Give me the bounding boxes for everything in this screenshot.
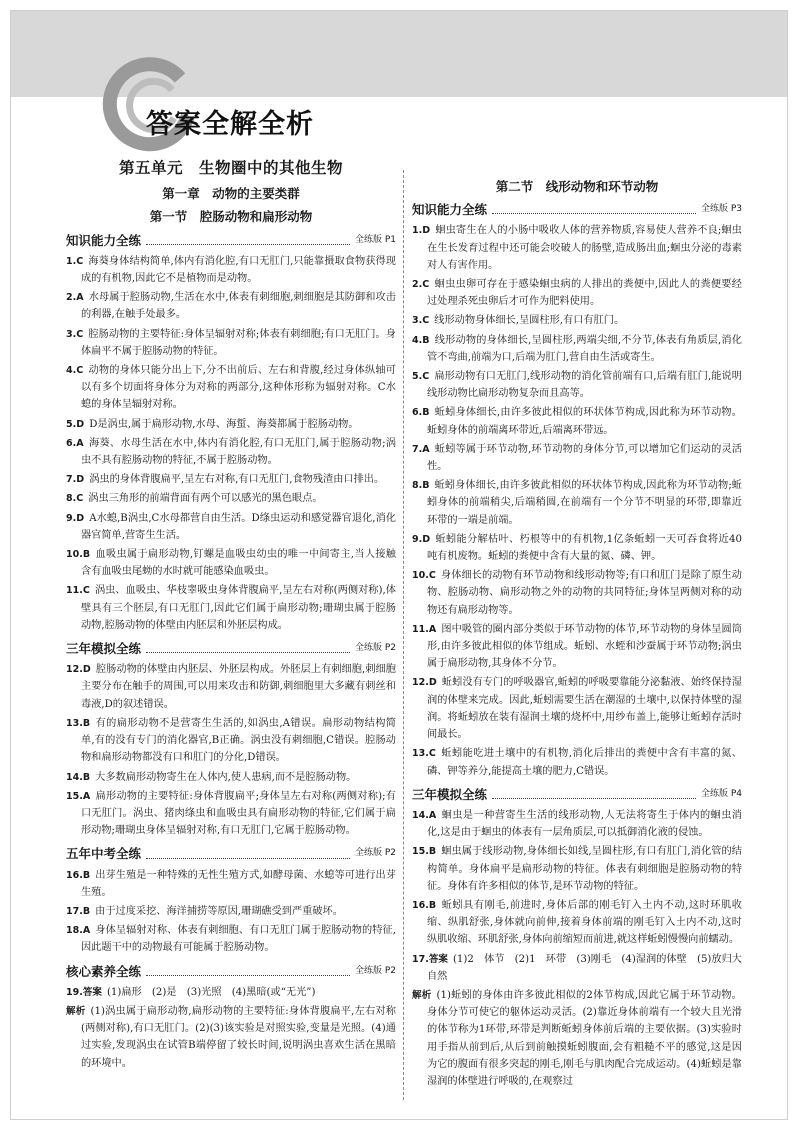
answer-text: 线形动物身体细长,呈圆柱形,有口有肛门。: [434, 315, 625, 327]
left-column: [66, 160, 396, 1074]
answer-number: 13.B: [66, 717, 91, 729]
answer-number: 1.C: [66, 255, 84, 267]
dotted-leader: [146, 975, 350, 976]
answer-number: 12.D: [66, 664, 91, 676]
answer-text: 涡虫的身体背腹扁平,呈左右对称,有口无肛门,食物残渣由口排出。: [89, 474, 385, 486]
left-blocks: [66, 232, 396, 1072]
answer-text: 蚯蚓身体细长,由许多彼此相似的环状体节构成,因此称为环节动物。蚯蚓身体的前端离环带近,后端离环带远。: [427, 407, 742, 436]
answer-item: [66, 582, 396, 634]
answer-item: [412, 332, 742, 366]
dotted-leader: [492, 213, 696, 214]
page-reference: 全练版 P2: [354, 643, 396, 654]
answer-number: 6.A: [66, 437, 84, 449]
answer-number: 10.C: [412, 570, 436, 582]
answer-item: [66, 922, 396, 956]
answer-number: 19.答案: [66, 986, 102, 998]
answer-item: [412, 276, 742, 310]
page-reference: 全练版 P2: [354, 965, 396, 976]
answer-text: 蚯蚓没有专门的呼吸器官,蚯蚓的呼吸要靠能分泌黏液、始终保持湿润的体壁来完成。因此,蚯蚓需要生活在潮湿的土壤中,以保持体壁的湿润。将蚯蚓放在装有湿润土壤的烧杯中,用纱布盖上,能够让蚯蚓存活时间最长。: [427, 677, 742, 741]
answer-number: 解析: [412, 989, 432, 1001]
answer-text: 蚯蚓能分解枯叶、朽根等中的有机物,1亿条蚯蚓一天可吞食将近40吨有机废物。蚯蚓的粪便中含有大量的氮、磷、钾。: [427, 533, 742, 563]
answer-text: (1)涡虫属于扁形动物,扁形动物的主要特征:身体背腹扁平,左右对称(两侧对称),有口无肛门。(2)(3)该实验是对照实验,变量是光照。(4)通过实验,发现涡虫在试管B端停留了较长时间,说明涡虫喜欢生活在黑暗的环境中。: [81, 1005, 396, 1069]
section-title: 第一节 腔肠动物和扁形动物: [149, 209, 313, 225]
answer-text: 身体呈辐射对称、体表有刺细胞、有口无肛门属于腔肠动物的特征,因此题干中的动物最有可能属于腔肠动物。: [81, 925, 396, 954]
answer-item: [412, 312, 742, 329]
answer-text: 扁形动物的主要特征:身体背腹扁平;身体呈左右对称(两侧对称);有口无肛门。涡虫、猪肉绦虫和血吸虫具有扁形动物的特征,它们属于扁形动物;珊瑚虫身体呈辐射对称,有口无肛门,它属于腔肠动物。: [81, 790, 396, 837]
answer-number: 18.A: [66, 925, 91, 937]
right-column: [412, 160, 742, 1092]
answer-item: [412, 897, 742, 949]
answer-number: 17.B: [66, 905, 91, 917]
answer-number: 14.A: [412, 809, 437, 821]
answer-text: 扁形动物有口无肛门,线形动物的消化管前端有口,后端有肛门,能说明线形动物比扁形动物复杂而且高等。: [427, 371, 742, 400]
answer-text: 蛔虫虫卵可存在于感染蛔虫病的人排出的粪便中,因此人的粪便要经过处理杀死虫卵后才可作为肥料使用。: [427, 279, 742, 308]
answer-number: 14.B: [66, 771, 91, 783]
answer-text: 蛔虫是一种营寄生生活的线形动物,人无法将寄生于体内的蛔虫消化,这是由于蛔虫的体表有一层角质层,可以抵御消化液的侵蚀。: [427, 809, 742, 839]
block-header: [412, 786, 742, 803]
dotted-leader: [146, 244, 350, 245]
answer-item: [412, 621, 742, 673]
column-divider: [403, 170, 404, 1100]
answer-number: 6.B: [412, 407, 430, 419]
answer-number: 15.A: [66, 790, 91, 802]
answer-number: 5.C: [412, 371, 430, 383]
answer-number: 2.A: [66, 292, 84, 304]
block-title: 三年模拟全练: [66, 641, 142, 657]
answer-item: [66, 903, 396, 920]
answer-item: [412, 987, 742, 1090]
answer-text: D是涡虫,属于扁形动物,水母、海蜇、海葵都属于腔肠动物。: [89, 418, 359, 430]
answer-text: 线形动物的身体细长,呈圆柱形,两端尖细,不分节,体表有角质层,消化管不弯曲,前端为口,后端为肛门,营自由生活或寄生。: [427, 334, 742, 363]
answer-item: [66, 490, 396, 507]
answer-number: 15.B: [412, 846, 437, 858]
answer-number: 9.D: [66, 512, 85, 524]
answer-text: (1)蚯蚓的身体由许多彼此相似的2体节构成,因此它属于环节动物。身体分节可使它的躯体运动灵活。(2)靠近身体前端有一个较大且光滑的体节称为1环带,环带是判断蚯蚓身体前后端的主要依据。(3)实验时用手指从前到后,从后到前触摸蚯蚓腹面,会有粗糙不平的感觉,这是因为它的腹面有很多突起的刚毛,刚毛与肌肉配合完成运动。(4)蚯蚓是靠湿润的体壁进行呼吸的,在观察过: [427, 989, 742, 1087]
block-title: 核心素养全练: [66, 963, 142, 979]
answer-number: 7.A: [412, 443, 430, 455]
block-header: [412, 201, 742, 218]
answer-text: 蛔虫寄生在人的小肠中吸收人体的营养物质,容易使人营养不良;蛔虫在生长发育过程中还可能会咬破人的肠壁,造成肠出血;蛔虫分泌的毒素对人有害作用。: [427, 225, 742, 271]
answer-item: [66, 546, 396, 580]
answer-number: 8.B: [412, 480, 430, 492]
block-header: [66, 232, 396, 249]
answer-number: 5.D: [66, 418, 85, 430]
answer-text: 腔肠动物的主要特征:身体呈辐射对称;体表有刺细胞;有口无肛门。身体扁平不属于腔肠动物的特征。: [81, 328, 396, 357]
answer-number: 4.C: [66, 365, 84, 377]
answer-item: [412, 531, 742, 565]
block-title: 知识能力全练: [412, 202, 488, 218]
block-header: [66, 640, 396, 657]
answer-item: [412, 368, 742, 402]
answer-number: 12.D: [412, 677, 437, 689]
answer-number: 16.B: [412, 899, 437, 911]
answer-item: [66, 984, 396, 1001]
answer-text: 水母属于腔肠动物,生活在水中,体表有刺细胞,刺细胞是其防御和攻击的利器,在触手处最多。: [81, 292, 396, 321]
page-reference: 全练版 P1: [354, 234, 396, 245]
answer-text: 身体细长的动物有环节动物和线形动物等;有口和肛门是除了原生动物、腔肠动物、扁形动物之外的动物的共同特征;身体呈两侧对称的动物还有扁形动物等。: [427, 570, 742, 616]
answer-number: 11.A: [412, 623, 437, 635]
answer-item: [66, 362, 396, 414]
answer-text: (1)2 体节 (2)1 环带 (3)刚毛 (4)湿润的体壁 (5)放归大自然: [427, 953, 742, 982]
answer-item: [66, 510, 396, 544]
answer-item: [66, 435, 396, 469]
answer-item: [66, 788, 396, 840]
answer-item: [412, 674, 742, 743]
answer-item: [66, 769, 396, 786]
answer-number: 2.C: [412, 279, 430, 291]
answer-item: [412, 404, 742, 438]
page-title: 答案全解全析: [146, 109, 314, 140]
right-blocks: [412, 201, 742, 1090]
answer-text: 动物的身体只能分出上下,分不出前后、左右和背腹,经过身体纵轴可以有多个切面将身体分为对称的两部分,这种体形称为辐射对称。C水螅的身体呈辐射对称。: [81, 365, 396, 411]
answer-text: 腔肠动物的体壁由内胚层、外胚层构成。外胚层上有刺细胞,刺细胞主要分布在触手的周围,可以用来攻击和防御,刺细胞里大多藏有刺丝和毒液,D的叙述错误。: [81, 664, 396, 710]
block-title: 三年模拟全练: [412, 786, 488, 802]
answer-item: [412, 843, 742, 895]
block-header: [66, 845, 396, 862]
answer-text: (1)扁形 (2)是 (3)光照 (4)黑暗(或“无光”): [106, 986, 316, 998]
answer-number: 11.C: [66, 585, 90, 597]
chapter-title: 第一章 动物的主要类群: [162, 186, 300, 202]
answer-text: 有的扁形动物不是营寄生生活的,如涡虫,A错误。扁形动物结构简单,有的没有专门的消化器官,B正确。涡虫没有刺细胞,C错误。腔肠动物和扁形动物都没有口和肛门的分化,D错误。: [81, 717, 396, 764]
answer-text: 涡虫三角形的前端背面有两个可以感光的黑色眼点。: [88, 493, 323, 505]
page-reference: 全练版 P2: [354, 848, 396, 859]
answer-item: [66, 471, 396, 488]
page-reference: 全练版 P4: [700, 788, 742, 799]
answer-number: 1.D: [412, 225, 431, 237]
answer-text: 大多数扁形动物寄生在人体内,使人患病,而不是腔肠动物。: [95, 771, 357, 783]
answer-text: 海葵身体结构简单,体内有消化腔,有口无肛门,只能靠摄取食物获得现成的有机物,因此它不是植物而是动物。: [81, 255, 396, 285]
answer-item: [66, 1003, 396, 1072]
answer-item: [66, 253, 396, 287]
answer-number: 3.C: [412, 315, 430, 327]
dotted-leader: [146, 652, 350, 653]
answer-text: A水螅,B涡虫,C水母都营自由生活。D绦虫运动和感觉器官退化,消化器官简单,营寄生生活。: [81, 512, 396, 541]
answer-number: 8.C: [66, 493, 84, 505]
answer-number: 10.B: [66, 549, 91, 561]
block-header: [66, 963, 396, 980]
answer-item: [66, 416, 396, 433]
answer-text: 由于过度采挖、海洋捕捞等原因,珊瑚礁受到严重破坏。: [95, 905, 343, 917]
answer-number: 13.C: [412, 748, 436, 760]
dotted-leader: [146, 858, 350, 859]
answer-number: 9.D: [412, 533, 431, 545]
dotted-leader: [492, 798, 696, 799]
answer-text: 血吸虫属于扁形动物,钉螺是血吸虫幼虫的唯一中间寄主,当人接触含有血吸虫尾蚴的水时就可能感染血吸虫。: [81, 549, 396, 578]
answer-number: 16.B: [66, 869, 91, 881]
page-reference: 全练版 P3: [700, 204, 742, 215]
block-title: 知识能力全练: [66, 232, 142, 248]
answer-item: [412, 807, 742, 841]
block-title: 五年中考全练: [66, 846, 142, 862]
answer-number: 7.D: [66, 474, 85, 486]
answer-item: [412, 745, 742, 779]
answer-item: [66, 867, 396, 901]
section-title: 第二节 线形动物和环节动物: [495, 179, 659, 194]
answer-number: 解析: [66, 1005, 86, 1017]
answer-text: 蚯蚓具有刚毛,前进时,身体后部的刚毛钉入土内不动,这时环肌收缩、纵肌舒张,身体就向前伸,接着身体前端的刚毛钉入土内不动,这时纵肌收缩、环肌舒张,身体向前缩短而前进,就这样蚯蚓慢慢向前蠕动。: [427, 899, 742, 946]
unit-title: 第五单元 生物圈中的其他生物: [118, 159, 343, 177]
answer-text: 出芽生殖是一种特殊的无性生殖方式,如酵母菌、水螅等可进行出芽生殖。: [81, 869, 396, 898]
answer-text: 海葵、水母生活在水中,体内有消化腔,有口无肛门,属于腔肠动物;涡虫不具有腔肠动物的特征,不属于腔肠动物。: [81, 437, 396, 467]
answer-item: [412, 951, 742, 985]
answer-item: [66, 326, 396, 360]
answer-item: [66, 661, 396, 713]
answer-text: 图中吸管的圈内部分类似于环节动物的体节,环节动物的身体呈圆筒形,由许多彼此相似的体节组成。蚯蚓、水蛭和沙蚕属于环节动物;涡虫属于扁形动物,其身体不分节。: [427, 623, 742, 670]
answer-item: [66, 289, 396, 323]
answer-text: 涡虫、血吸虫、华枝睾吸虫身体背腹扁平,呈左右对称(两侧对称),体壁具有三个胚层,有口无肛门,因此它们属于扁形动物;珊瑚虫属于腔肠动物,腔肠动物的体壁由内胚层和外胚层构成。: [81, 585, 396, 631]
answer-item: [66, 715, 396, 767]
answer-item: [412, 222, 742, 274]
answer-number: 4.B: [412, 334, 430, 346]
answer-item: [412, 567, 742, 619]
answer-text: 蚯蚓能吃进土壤中的有机物,消化后排出的粪便中含有丰富的氮、磷、钾等养分,能提高土壤的肥力,C错误。: [427, 748, 742, 777]
answer-text: 蛔虫属于线形动物,身体细长如线,呈圆柱形,有口有肛门,消化管的结构简单。身体扁平是扁形动物的特征。体表有刺细胞是腔肠动物的特征。身体有许多相似的体节,是环节动物的特征。: [427, 846, 742, 892]
answer-item: [412, 441, 742, 475]
answer-item: [412, 477, 742, 529]
answer-text: 蚯蚓等属于环节动物,环节动物的身体分节,可以增加它们运动的灵活性。: [427, 443, 742, 473]
answer-number: 3.C: [66, 328, 84, 340]
answer-number: 17.答案: [412, 953, 448, 965]
answer-text: 蚯蚓身体细长,由许多彼此相似的环状体节构成,因此称为环节动物;蚯蚓身体的前端稍尖,后端稍圆,在前端有一个分节不明显的环带,即靠近环带的一端是前端。: [427, 480, 742, 526]
